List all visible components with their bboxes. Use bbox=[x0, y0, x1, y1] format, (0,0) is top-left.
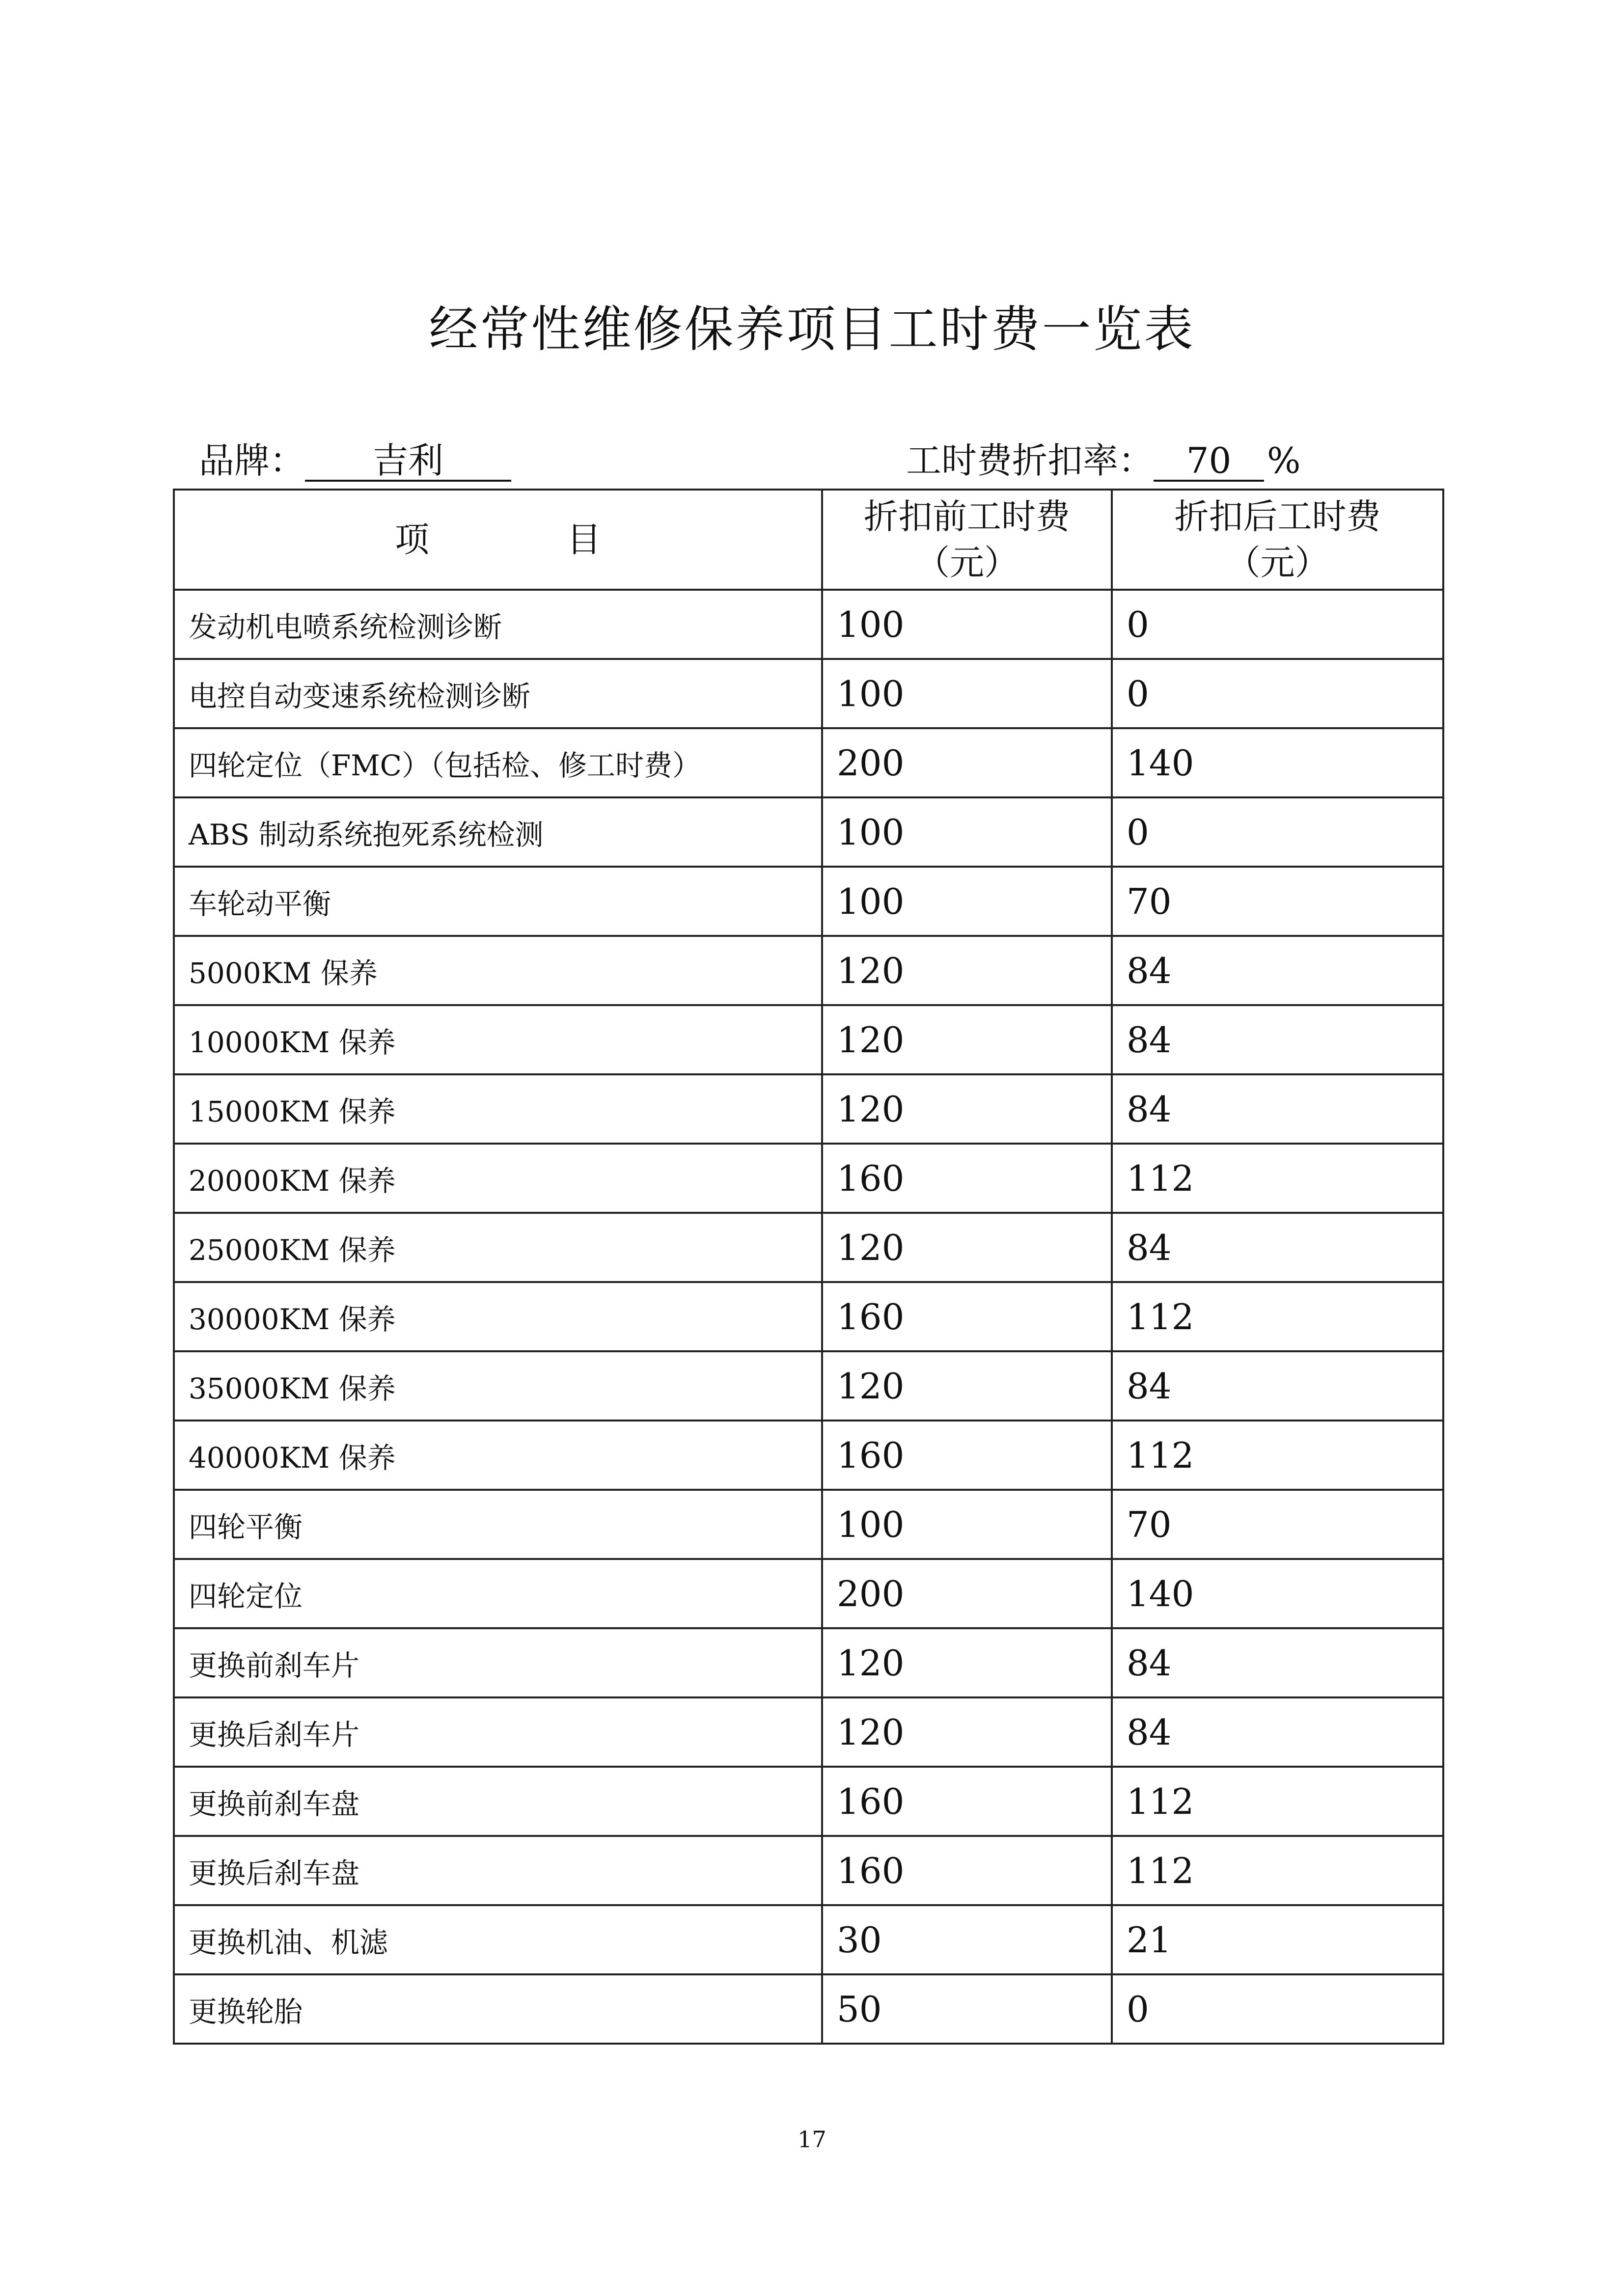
before-discount-cell: 120 bbox=[822, 1351, 1112, 1421]
before-discount-cell: 100 bbox=[822, 659, 1112, 728]
item-cell: 25000KM 保养 bbox=[174, 1213, 822, 1282]
before-discount-cell: 200 bbox=[822, 1559, 1112, 1628]
table-row bbox=[174, 1905, 1443, 1974]
after-discount-cell: 0 bbox=[1112, 1974, 1443, 2044]
table-row bbox=[174, 1974, 1443, 2044]
table-row bbox=[174, 1559, 1443, 1628]
before-discount-cell: 120 bbox=[822, 1213, 1112, 1282]
header-before-line1: 折扣前工时费 bbox=[864, 496, 1070, 537]
item-cell: ABS 制动系统抱死系统检测 bbox=[174, 797, 822, 867]
table-row bbox=[174, 867, 1443, 936]
before-discount-cell: 160 bbox=[822, 1767, 1112, 1836]
after-discount-cell: 70 bbox=[1112, 1490, 1443, 1559]
brand-label: 品牌： bbox=[199, 440, 305, 481]
after-discount-cell: 84 bbox=[1112, 1213, 1443, 1282]
table-body bbox=[174, 590, 1443, 2044]
item-cell: 更换后刹车片 bbox=[174, 1697, 822, 1767]
header-item-label: 项 目 bbox=[395, 519, 601, 560]
table-row bbox=[174, 1213, 1443, 1282]
header-after-discount bbox=[1112, 490, 1443, 590]
table-row bbox=[174, 1836, 1443, 1905]
after-discount-cell: 112 bbox=[1112, 1767, 1443, 1836]
table-row bbox=[174, 1282, 1443, 1351]
table-row bbox=[174, 1628, 1443, 1697]
discount-rate-label: 工时费折扣率： bbox=[906, 440, 1154, 481]
table-row bbox=[174, 1767, 1443, 1836]
discount-rate-value: 70 bbox=[1154, 442, 1264, 482]
table-row bbox=[174, 1697, 1443, 1767]
after-discount-cell: 0 bbox=[1112, 797, 1443, 867]
labor-fee-table bbox=[173, 489, 1444, 2045]
after-discount-cell: 21 bbox=[1112, 1905, 1443, 1974]
item-cell: 35000KM 保养 bbox=[174, 1351, 822, 1421]
after-discount-cell: 70 bbox=[1112, 867, 1443, 936]
before-discount-cell: 160 bbox=[822, 1421, 1112, 1490]
after-discount-cell: 84 bbox=[1112, 1005, 1443, 1074]
before-discount-cell: 100 bbox=[822, 797, 1112, 867]
before-discount-cell: 160 bbox=[822, 1836, 1112, 1905]
after-discount-cell: 84 bbox=[1112, 1697, 1443, 1767]
table-row bbox=[174, 1144, 1443, 1213]
item-cell: 更换机油、机滤 bbox=[174, 1905, 822, 1974]
header-after-line1: 折扣后工时费 bbox=[1174, 496, 1381, 537]
after-discount-cell: 84 bbox=[1112, 1351, 1443, 1421]
before-discount-cell: 100 bbox=[822, 867, 1112, 936]
before-discount-cell: 200 bbox=[822, 728, 1112, 797]
after-discount-cell: 84 bbox=[1112, 1074, 1443, 1144]
table-row bbox=[174, 797, 1443, 867]
after-discount-cell: 0 bbox=[1112, 659, 1443, 728]
header-before-discount bbox=[822, 490, 1112, 590]
item-cell: 20000KM 保养 bbox=[174, 1144, 822, 1213]
item-cell: 更换轮胎 bbox=[174, 1974, 822, 2044]
table-row bbox=[174, 1351, 1443, 1421]
header-before-line2: （元） bbox=[915, 543, 1018, 583]
header-after-line2: （元） bbox=[1226, 543, 1329, 583]
table-row bbox=[174, 659, 1443, 728]
item-cell: 10000KM 保养 bbox=[174, 1005, 822, 1074]
item-cell: 15000KM 保养 bbox=[174, 1074, 822, 1144]
before-discount-cell: 50 bbox=[822, 1974, 1112, 2044]
item-cell: 四轮平衡 bbox=[174, 1490, 822, 1559]
after-discount-cell: 112 bbox=[1112, 1421, 1443, 1490]
item-cell: 更换前刹车盘 bbox=[174, 1767, 822, 1836]
brand-line bbox=[199, 432, 511, 483]
before-discount-cell: 160 bbox=[822, 1144, 1112, 1213]
before-discount-cell: 120 bbox=[822, 936, 1112, 1005]
table-row bbox=[174, 1005, 1443, 1074]
item-cell: 四轮定位（FMC）（包括检、修工时费） bbox=[174, 728, 822, 797]
after-discount-cell: 140 bbox=[1112, 728, 1443, 797]
item-cell: 更换后刹车盘 bbox=[174, 1836, 822, 1905]
table-row bbox=[174, 590, 1443, 659]
before-discount-cell: 120 bbox=[822, 1628, 1112, 1697]
before-discount-cell: 120 bbox=[822, 1074, 1112, 1144]
item-cell: 40000KM 保养 bbox=[174, 1421, 822, 1490]
item-cell: 更换前刹车片 bbox=[174, 1628, 822, 1697]
table-header-row bbox=[174, 490, 1443, 590]
brand-value: 吉利 bbox=[305, 442, 511, 482]
after-discount-cell: 84 bbox=[1112, 936, 1443, 1005]
table-row bbox=[174, 1421, 1443, 1490]
before-discount-cell: 30 bbox=[822, 1905, 1112, 1974]
after-discount-cell: 140 bbox=[1112, 1559, 1443, 1628]
after-discount-cell: 0 bbox=[1112, 590, 1443, 659]
document-title: 经常性维修保养项目工时费一览表 bbox=[429, 301, 1195, 358]
item-cell: 发动机电喷系统检测诊断 bbox=[174, 590, 822, 659]
before-discount-cell: 160 bbox=[822, 1282, 1112, 1351]
after-discount-cell: 112 bbox=[1112, 1144, 1443, 1213]
item-cell: 5000KM 保养 bbox=[174, 936, 822, 1005]
item-cell: 车轮动平衡 bbox=[174, 867, 822, 936]
after-discount-cell: 112 bbox=[1112, 1836, 1443, 1905]
table-row bbox=[174, 1490, 1443, 1559]
before-discount-cell: 120 bbox=[822, 1005, 1112, 1074]
item-cell: 30000KM 保养 bbox=[174, 1282, 822, 1351]
item-cell: 电控自动变速系统检测诊断 bbox=[174, 659, 822, 728]
item-cell: 四轮定位 bbox=[174, 1559, 822, 1628]
header-item bbox=[174, 490, 822, 590]
discount-rate-unit: % bbox=[1267, 440, 1301, 481]
table-row bbox=[174, 1074, 1443, 1144]
table-row bbox=[174, 936, 1443, 1005]
after-discount-cell: 112 bbox=[1112, 1282, 1443, 1351]
before-discount-cell: 100 bbox=[822, 1490, 1112, 1559]
before-discount-cell: 120 bbox=[822, 1697, 1112, 1767]
table-row bbox=[174, 728, 1443, 797]
after-discount-cell: 84 bbox=[1112, 1628, 1443, 1697]
discount-rate-line bbox=[906, 432, 1300, 483]
page-number: 17 bbox=[798, 2126, 826, 2153]
before-discount-cell: 100 bbox=[822, 590, 1112, 659]
